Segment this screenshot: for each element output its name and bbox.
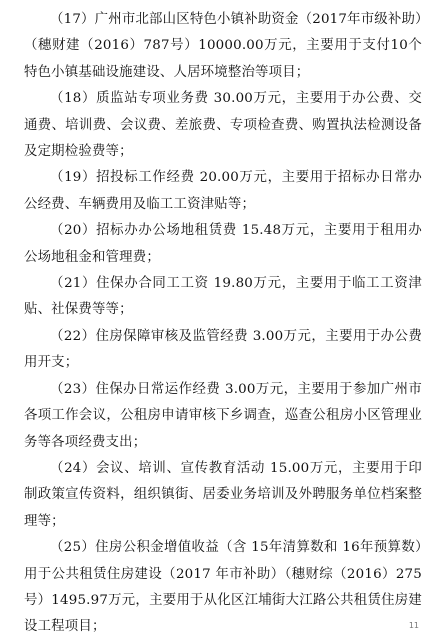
- paragraph-item-20: （20）招标办办公场地租赁费 15.48万元，主要用于租用办公场地租金和管理费；: [24, 223, 422, 265]
- paragraph-item-23: （23）住保办日常运作经费 3.00万元，主要用于参加广州市各项工作会议，公租房申请审核下乡调查，巡查公租房小区管理业务等各项经费支出；: [24, 381, 422, 450]
- paragraph-item-22: （22）住房保障审核及监管经费 3.00万元，主要用于办公费用开支；: [24, 328, 422, 371]
- paragraph-item-24: （24）会议、培训、宣传教育活动 15.00万元，主要用于印制政策宣传资料，组织镇街、居委业务培训及外聘服务单位档案整理等；: [24, 460, 422, 529]
- paragraph-item-21: （21）住保办合同工工资 19.80万元，主要用于临工工资津贴、社保费等等；: [24, 276, 422, 318]
- paragraph-item-25: （25）住房公积金增值收益（含 15年清算数和 16年预算数）用于公共租赁住房建设（2017 年市补助）（穗财综（2016）275号）1495.97万元，主要用于从化区江埔街大江路公共租赁住房建设工程项目；: [24, 540, 422, 635]
- paragraph-item-19: （19）招投标工作经费 20.00万元，主要用于招标办日常办公经费、车辆费用及临工工资津贴等；: [24, 170, 422, 212]
- page-number: 11: [408, 621, 419, 630]
- paragraph-item-17: （17）广州市北部山区特色小镇补助资金（2017年市级补助）（穗财建（2016）787号）10000.00万元，主要用于支付10个特色小镇基础设施建设、人居环境整治等项目；: [24, 12, 422, 80]
- document-body: [24, 7, 422, 641]
- paragraph-item-18: （18）质监站专项业务费 30.00万元，主要用于办公费、交通费、培训费、会议费、差旅费、专项检查费、购置执法检测设备及定期检验费等；: [24, 91, 422, 160]
